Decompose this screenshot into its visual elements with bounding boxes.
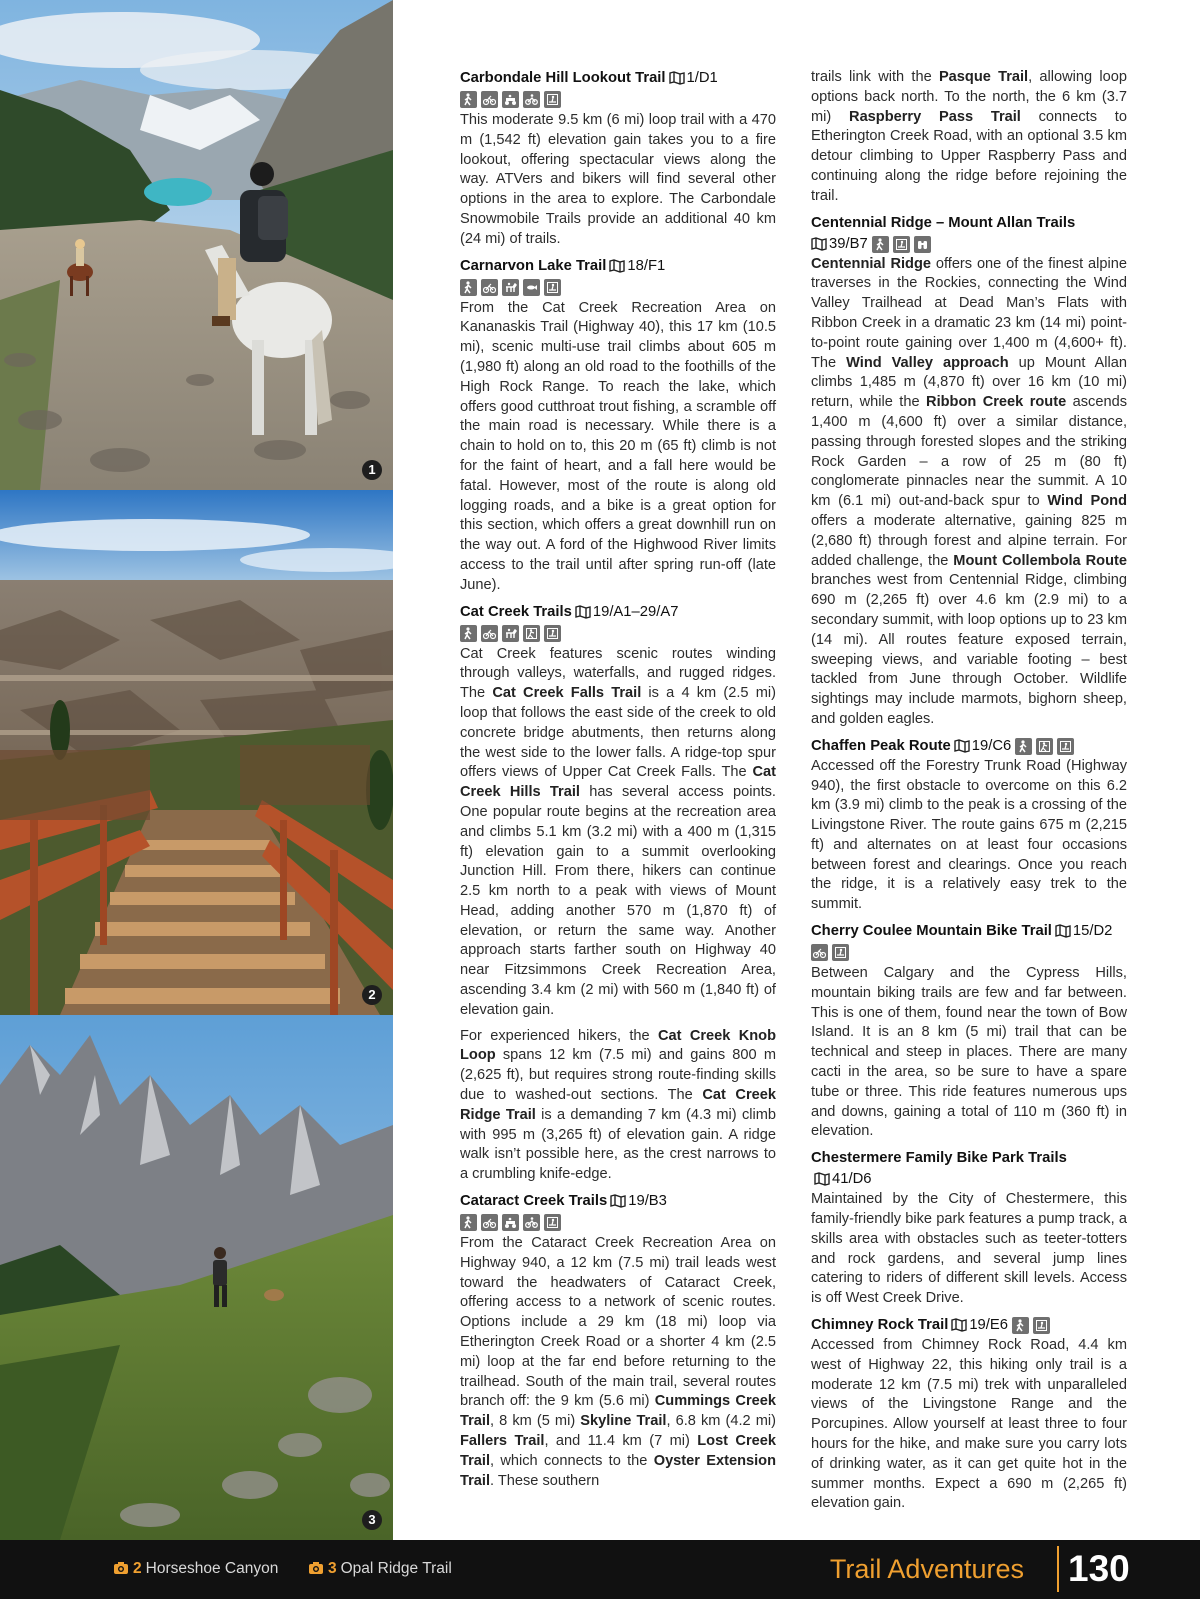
photo-strip bbox=[0, 0, 393, 1540]
route-name: Pasque Trail bbox=[938, 69, 1029, 85]
photo-number-badge: 1 bbox=[362, 460, 382, 480]
trail-name: Chaffen Peak Route bbox=[811, 737, 951, 754]
map-reference: 41/D6 bbox=[832, 1171, 872, 1188]
hiking-icon bbox=[1012, 1317, 1029, 1334]
photo-caption bbox=[308, 1559, 452, 1579]
text-column-right bbox=[811, 68, 1127, 1520]
photo-number-badge: 3 bbox=[362, 1510, 382, 1530]
trail-title bbox=[460, 256, 776, 277]
wildlife-viewing-icon bbox=[914, 236, 931, 253]
trail-entry bbox=[811, 736, 1127, 915]
fishing-icon bbox=[523, 279, 540, 296]
dirt-bike-icon bbox=[523, 91, 540, 108]
caption-number: 3 bbox=[328, 1560, 337, 1577]
route-name: Centennial Ridge bbox=[811, 255, 931, 272]
trail-description-continued: trails link with the Pasque Trail, allowing loop options back north. To the north, the 6 km (3.7 mi) Raspberry Pass Trail connects to Etherington Creek Road, with an optional 3.5 km detour climbing to Upper Raspberry Pass and continuing along the ridge before rejoining the trail. bbox=[811, 69, 1127, 204]
text-column-left bbox=[460, 68, 776, 1497]
snowmobile-icon bbox=[544, 279, 561, 296]
dirt-bike-icon bbox=[523, 1214, 540, 1231]
trail-name: Carnarvon Lake Trail bbox=[460, 257, 607, 274]
map-reference: 19/E6 bbox=[969, 1317, 1008, 1334]
route-name: Cat Creek Hills Trail bbox=[460, 764, 776, 801]
caption-text: Opal Ridge Trail bbox=[340, 1560, 452, 1577]
section-title: Trail Adventures bbox=[829, 1554, 1024, 1584]
trail-name: Chimney Rock Trail bbox=[811, 1317, 949, 1334]
horseback-icon bbox=[502, 625, 519, 642]
snowmobile-icon bbox=[544, 91, 561, 108]
photo-opal-ridge bbox=[0, 1015, 393, 1540]
map-icon bbox=[575, 605, 591, 619]
trail-description: Accessed from Chimney Rock Road, 4.4 km west of Highway 22, this hiking only trail is a moderate 12 km (7.5 mi) trek with unparalleled views of the Livingstone Range and the Porcupines. Allow yourself at least three to four hours for the hike, and make sure you carry lots of drinking water, as it can get quite hot in the summer months. Expect a 690 m (2,265 ft) elevation gain. bbox=[811, 1337, 1127, 1512]
map-icon bbox=[811, 237, 827, 251]
route-name: Mount Collembola Route bbox=[953, 552, 1127, 569]
horseback-icon bbox=[502, 279, 519, 296]
mountain-bike-icon bbox=[481, 1214, 498, 1231]
trail-description: From the Cat Creek Recreation Area on Kananaskis Trail (Highway 40), this 17 km (10.5 mi), scenic multi-use trail climbs about 605 m (1,980 ft) along an old road to the foothills of the High Rock Range. To reach the lake, which offers good cutthroat trout fishing, a scramble off the main road is necessary. While there is a chain to hold on to, this 20 m (65 ft) climb is not for the faint of heart, and a fall here would be fatal. However, most of the route is along old logging roads, and a bike is a great option for this section, which offers a great downhill run on the way out. A ford of the Highwood River limits access to the trail until after spring run-off (late June). bbox=[460, 299, 776, 593]
trail-title bbox=[460, 1191, 776, 1212]
trail-description: Between Calgary and the Cypress Hills, mountain biking trails are few and far between. This is one of them, found near the town of Bow Island. It is an 8 km (5 mi) trail that can be technical and steep in places. There are many cacti in the area, so be sure to have a spare tube or three. This ride features numerous ups and downs, gaining a total of 110 m (360 ft) in elevation. bbox=[811, 965, 1127, 1140]
trail-title bbox=[811, 1148, 1127, 1190]
trail-entry bbox=[460, 1191, 776, 1491]
map-icon bbox=[951, 1318, 967, 1332]
route-name: Raspberry Pass Trail bbox=[849, 108, 1021, 125]
activity-icons bbox=[460, 625, 776, 642]
snowmobile-icon bbox=[893, 236, 910, 253]
activity-icons bbox=[1015, 738, 1074, 755]
footer-divider bbox=[1057, 1546, 1059, 1592]
map-reference: 39/B7 bbox=[829, 235, 868, 252]
trail-title bbox=[460, 68, 776, 89]
page-number: 130 bbox=[1068, 1548, 1130, 1589]
route-name: Fallers Trail bbox=[460, 1433, 545, 1450]
trail-entry bbox=[811, 921, 1127, 1142]
trail-name: Cherry Coulee Mountain Bike Trail bbox=[811, 923, 1052, 940]
mountain-bike-icon bbox=[481, 91, 498, 108]
trail-entry bbox=[811, 1148, 1127, 1309]
photo-horseback-riders bbox=[0, 0, 393, 490]
activity-icons bbox=[460, 279, 776, 296]
activity-icons bbox=[460, 1214, 776, 1231]
trail-description: Maintained by the City of Chestermere, this family-friendly bike park features a pump track, a skills area with obstacles such as teeter-totters and rock gardens, and several jump lines catering to riders of different skill levels. Access is off West Creek Drive. bbox=[811, 1191, 1127, 1307]
snowmobile-icon bbox=[1033, 1317, 1050, 1334]
trail-entry bbox=[811, 1315, 1127, 1514]
hiking-icon bbox=[460, 279, 477, 296]
hiking-icon bbox=[460, 91, 477, 108]
trail-name: Centennial Ridge – Mount Allan Trails bbox=[811, 214, 1076, 231]
map-icon bbox=[954, 739, 970, 753]
hiking-icon bbox=[460, 625, 477, 642]
route-name: Skyline Trail bbox=[580, 1413, 667, 1430]
trail-entry bbox=[460, 602, 776, 1186]
map-icon bbox=[1055, 924, 1071, 938]
route-name: Cat Creek Falls Trail bbox=[492, 685, 642, 702]
snowmobile-icon bbox=[544, 625, 561, 642]
trail-description: This moderate 9.5 km (6 mi) loop trail with a 470 m (1,542 ft) elevation gain takes you to a fire lookout, offering spectacular views along the way. ATVers and bikers will find several other options in the area to explore. The Carbondale Snowmobile Trails provide an additional 40 km (24 mi) of trails. bbox=[460, 112, 776, 247]
map-reference: 19/A1–29/A7 bbox=[592, 603, 679, 620]
route-name: Oyster Extension Trail bbox=[460, 1452, 776, 1489]
camera-icon bbox=[113, 1561, 129, 1575]
map-icon bbox=[609, 259, 625, 273]
trail-entry bbox=[460, 68, 776, 250]
activity-icons bbox=[811, 944, 1127, 961]
caption-text: Horseshoe Canyon bbox=[145, 1560, 279, 1577]
trail-title bbox=[811, 1315, 1127, 1336]
activity-icons bbox=[1012, 1317, 1050, 1334]
snowmobile-icon bbox=[832, 944, 849, 961]
trail-description: Accessed off the Forestry Trunk Road (Highway 940), the first obstacle to overcome on this 6.2 km (3.9 mi) climb to the peak is a crossing of the Livingstone River. The route gains 675 m (2,215 ft) and alternates on at least four occasions between forest and clearings. Once you reach the ridge, it is a relatively easy trek to the summit. bbox=[811, 757, 1127, 913]
snowmobile-icon bbox=[544, 1214, 561, 1231]
atv-icon bbox=[502, 1214, 519, 1231]
map-icon bbox=[610, 1194, 626, 1208]
map-reference: 19/B3 bbox=[628, 1193, 667, 1210]
trail-description: For experienced hikers, the Cat Creek Knob Loop spans 12 km (7.5 mi) and gains 800 m (2,625 ft), but requires strong route-finding skills due to washed-out sections. The Cat Creek Ridge Trail is a demanding 7 km (4.3 mi) climb with 995 m (3,265 ft) of elevation gain. A ridge walk isn’t possible here, as the crest narrows to a crumbling knife-edge. bbox=[460, 1027, 777, 1183]
photo-caption bbox=[113, 1559, 278, 1579]
trail-title bbox=[811, 736, 1127, 757]
route-name: Lost Creek Trail bbox=[460, 1433, 776, 1469]
trail-entry bbox=[811, 213, 1127, 730]
snowmobile-icon bbox=[1057, 738, 1074, 755]
mountain-bike-icon bbox=[481, 279, 498, 296]
route-name: Cat Creek Knob Loop bbox=[460, 1027, 777, 1064]
trail-name: Chestermere Family Bike Park Trails bbox=[811, 1150, 1067, 1167]
trail-name: Cataract Creek Trails bbox=[460, 1193, 608, 1210]
snowshoe-icon bbox=[1036, 738, 1053, 755]
activity-icons bbox=[872, 236, 931, 253]
map-reference: 1/D1 bbox=[686, 70, 718, 86]
atv-icon bbox=[502, 91, 519, 108]
trail-title bbox=[811, 921, 1127, 942]
trail-entry bbox=[460, 256, 776, 596]
hiking-icon bbox=[460, 1214, 477, 1231]
trail-description: From the Cataract Creek Recreation Area on Highway 940, a 12 km (7.5 mi) trail leads west toward the headwaters of Cataract Creek, offering access to a network of scenic routes. Options include a 29 km (18 mi) loop via Etherington Creek Road or a shorter 4 km (2.5 mi) loop at the far end before returning to the trailhead. South of the main trail, several routes branch off: the 9 km (5.6 mi) Cummings Creek Trail, 8 km (5 mi) Skyline Trail, 6.8 km (4.2 mi) Fallers Trail, and 11.4 km (7 mi) Lost Creek Trail, which connects to the Oyster Extension Trail. These southern bbox=[460, 1235, 776, 1489]
photo-horseshoe-canyon bbox=[0, 490, 393, 1015]
map-reference: 15/D2 bbox=[1072, 923, 1113, 940]
trail-meta bbox=[811, 234, 1127, 255]
trail-description: Cat Creek features scenic routes winding through valleys, waterfalls, and rugged ridges. The Cat Creek Falls Trail is a 4 km (2.5 mi) loop that follows the east side of the creek to old concrete bridge abutments, then returns along the west side to the lower falls. A ridge-top spur offers views of Upper Cat Creek Falls. The Cat Creek Hills Trail has several access points. One popular route begins at the recreation area and climbs 5.1 km (3.2 mi) with a 400 m (1,315 ft) elevation gain to a summit overlooking Junction Hill. From there, hikers can continue 2.5 km north to a peak with views of Mount Head, adding another 570 m (1,870 ft) of elevation, or return the same way. Another approach starts farther south on Highway 40 near Fitzsimmons Creek Recreation Area, ascending 3.4 km (2 mi) with 560 m (1,840 ft) of elevation gain. bbox=[460, 645, 776, 1018]
hiking-icon bbox=[1015, 738, 1032, 755]
trail-title bbox=[811, 213, 1127, 234]
snowshoe-icon bbox=[523, 625, 540, 642]
route-name: Wind Pond bbox=[1047, 493, 1127, 510]
route-name: Ribbon Creek route bbox=[926, 394, 1067, 411]
route-name: Wind Valley approach bbox=[846, 354, 1009, 371]
map-icon bbox=[669, 71, 685, 85]
route-name: Cat Creek Ridge Trail bbox=[460, 1087, 777, 1123]
photo-number-badge: 2 bbox=[362, 985, 382, 1005]
mountain-bike-icon bbox=[481, 625, 498, 642]
trail-name: Carbondale Hill Lookout Trail bbox=[460, 70, 666, 86]
trail-description: Centennial Ridge offers one of the finest alpine traverses in the Rockies, connecting the Wind Valley Trailhead at Dead Man’s Flats with Ribbon Creek in a dramatic 23 km (14 mi) point-to-point route gaining over 1,400 m (4,600+ ft). The Wind Valley approach up Mount Allan climbs 1,485 m (4,870 ft) over 16 km (10 mi) return, while the Ribbon Creek route ascends 1,400 m (4,600 ft) over a similar distance, passing through forested slopes and the striking Rock Garden – a row of 25 m (80 ft) conglomerate pinnacles near the summit. A 10 km (6.1 mi) out-and-back spur to Wind Pond offers a moderate alternative, gaining 825 m (2,680 ft) through forest and alpine terrain. For added challenge, the Mount Collembola Route branches west from Centennial Ridge, climbing 690 m (2,265 ft) over 4.6 km (2.9 mi) to a secondary summit, with loop options up to 23 km (14 mi). All routes feature exposed terrain, sweeping views, and variable footing – best tackled from June through October. Wildlife sightings may include marmots, bighorn sheep, and golden eagles. bbox=[811, 255, 1128, 727]
trail-name: Cat Creek Trails bbox=[460, 603, 572, 620]
map-reference: 19/C6 bbox=[971, 737, 1012, 754]
activity-icons bbox=[460, 91, 776, 108]
hiking-icon bbox=[872, 236, 889, 253]
mountain-bike-icon bbox=[811, 944, 828, 961]
trail-title bbox=[460, 602, 776, 623]
route-name: Cummings Creek Trail bbox=[460, 1393, 776, 1430]
caption-number: 2 bbox=[133, 1560, 142, 1577]
camera-icon bbox=[308, 1561, 324, 1575]
page-footer bbox=[0, 1540, 1200, 1599]
map-reference: 18/F1 bbox=[627, 257, 666, 274]
map-icon bbox=[814, 1172, 830, 1186]
